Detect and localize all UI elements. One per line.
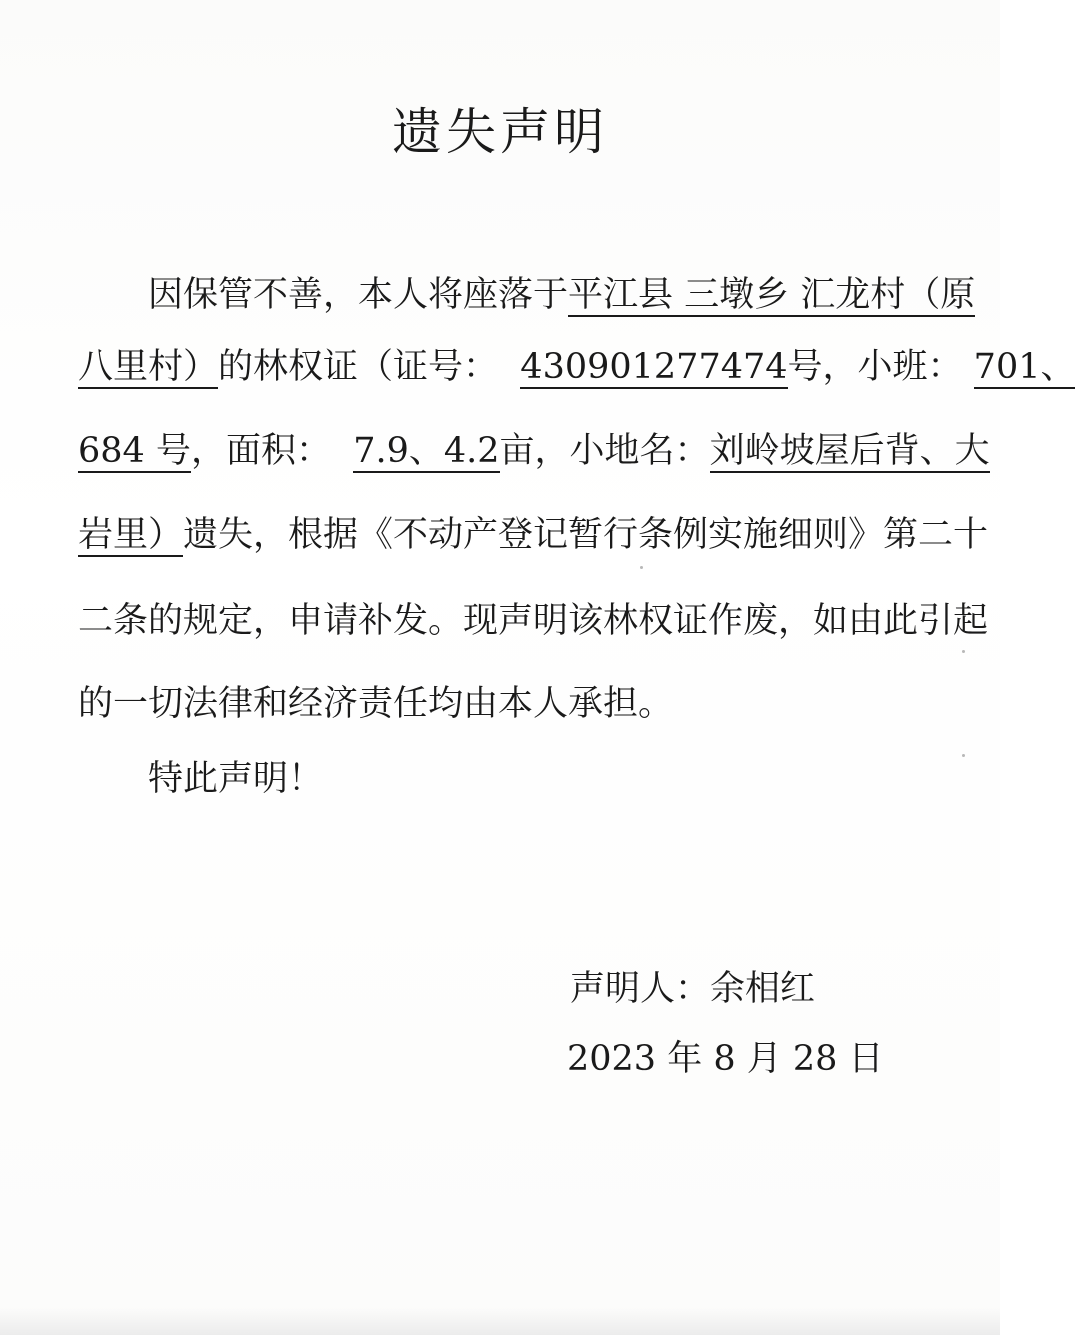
body-text: 因保管不善，本人将座落于 <box>148 275 569 315</box>
sub-compartment-field: 701、 <box>973 347 1075 387</box>
paper-speck <box>640 566 643 569</box>
page-bottom-shadow <box>0 1307 1000 1335</box>
body-text: 的林权证（证号： <box>218 347 499 387</box>
body-line-3 <box>78 428 990 474</box>
body-text: 亩，小地名： <box>499 431 710 471</box>
declaration-date: 2023 年 8 月 28 日 <box>567 1039 884 1079</box>
body-text: 号，小班： <box>787 347 963 387</box>
location-field-cont: 八里村） <box>78 347 219 387</box>
body-line-4 <box>78 512 989 558</box>
body-line-2 <box>78 344 1075 390</box>
body-text: 遗失，根据《不动产登记暂行条例实施细则》第二十 <box>183 515 989 555</box>
body-text: ，面积： <box>190 431 331 471</box>
body-line-6: 的一切法律和经济责任均由本人承担。 <box>78 684 674 724</box>
area-field: 7.9、4.2 <box>353 431 500 471</box>
paper-speck <box>962 650 965 653</box>
document-title: 遗失声明 <box>392 103 608 161</box>
location-field: 平江县 三墩乡 汇龙村（原 <box>568 275 976 315</box>
place-name-field-cont: 岩里） <box>78 515 184 555</box>
body-line-5: 二条的规定，申请补发。现声明该林权证作废，如由此引起 <box>78 601 989 641</box>
place-name-field: 刘岭坡屋后背、大 <box>709 431 990 471</box>
paper-speck <box>962 754 965 757</box>
closing-line: 特此声明！ <box>148 759 324 799</box>
declarant-signature: 声明人：余相红 <box>570 969 816 1009</box>
certificate-number: 430901277474 <box>520 347 788 387</box>
body-line-1 <box>148 272 976 318</box>
sub-compartment-field-cont: 684 号 <box>78 431 191 471</box>
